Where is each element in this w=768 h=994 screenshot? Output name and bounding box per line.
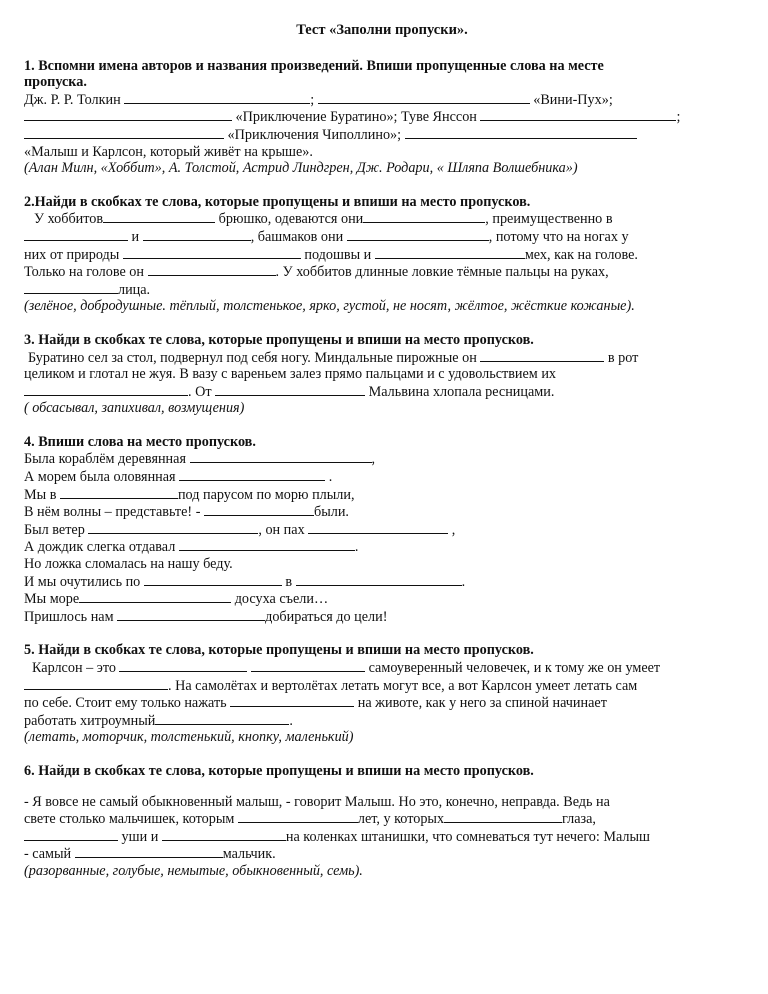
blank[interactable] [88, 521, 258, 534]
section-1-hint: (Алан Милн, «Хоббит», А. Толстой, Астрид Линдгрен, Дж. Родари, « Шляпа Волшебника») [24, 160, 578, 177]
blank[interactable] [143, 228, 251, 241]
blank[interactable] [162, 828, 286, 841]
section-2-line-4: Только на голове он . У хоббитов длинные ловкие тёмные пальцы на руках, [24, 264, 609, 281]
blank[interactable] [60, 486, 178, 499]
blank[interactable] [480, 108, 676, 121]
blank[interactable] [375, 246, 525, 259]
section-1-heading-cont: пропуска. [24, 74, 87, 91]
blank[interactable] [24, 281, 118, 294]
blank[interactable] [308, 521, 448, 534]
poem-line-10: Пришлось нам добираться до цели! [24, 608, 388, 625]
section-6-line-3: уши и на коленках штанишки, что сомневаться тут нечего: Малыш [24, 828, 740, 846]
blank[interactable] [24, 108, 232, 121]
section-3-line-2: целиком и глотал не жуя. В вазу с вареньем залез прямо пальцами и с удовольствием их [24, 366, 557, 383]
section-6-heading: 6. Найди в скобках те слова, которые пропущены и впиши на место пропусков. [24, 762, 534, 779]
section-5 [24, 642, 740, 746]
blank[interactable] [251, 659, 365, 672]
section-2-hint: (зелёное, добродушные. тёплый, толстенькое, ярко, густой, не носят, жёлтое, жёсткие кожаные). [24, 298, 635, 315]
poem-line-5: Был ветер , он пах , [24, 521, 456, 538]
section-5-line-4: работать хитроумный . [24, 712, 293, 729]
section-4-heading: 4. Впиши слова на место пропусков. [24, 433, 256, 450]
poem-line-6: А дождик слегка отдавал . [24, 539, 359, 556]
blank[interactable] [230, 694, 354, 707]
section-6-hint: (разорванные, голубые, немытые, обыкновенный, семь). [24, 862, 363, 879]
blank[interactable] [318, 91, 530, 104]
poem-line-2: А морем была оловянная . [24, 469, 333, 486]
worksheet-page [24, 22, 740, 897]
section-3-heading: 3. Найди в скобках те слова, которые пропущены и впиши на место пропусков. [24, 331, 534, 348]
section-2-line-3: них от природы подошвы и мех, как на голове. [24, 246, 638, 263]
section-2 [24, 194, 740, 315]
section-1-line-2: «Приключение Буратино»; Туве Янссон ; [24, 108, 740, 126]
section-5-line-3: по себе. Стоит ему только нажать на животе, как у него за спиной начинает [24, 695, 607, 712]
blank[interactable] [24, 228, 128, 241]
blank[interactable] [119, 659, 247, 672]
section-6-line-4: - самый мальчик. [24, 846, 276, 863]
poem-line-4: В нём волны – представьте! - были. [24, 504, 349, 521]
blank[interactable] [124, 91, 310, 104]
page-title: Тест «Заполни пропуски». [296, 22, 468, 38]
blank[interactable] [155, 712, 289, 725]
section-5-hint: (летать, моторчик, толстенький, кнопку, маленький) [24, 729, 354, 746]
blank[interactable] [444, 810, 562, 823]
blank[interactable] [103, 210, 215, 223]
blank[interactable] [480, 349, 604, 362]
blank[interactable] [24, 126, 224, 139]
poem-line-9: Мы море досуха съели… [24, 591, 329, 608]
poem-line-3: Мы в под парусом по морю плыли, [24, 486, 355, 503]
blank[interactable] [24, 677, 168, 690]
blank[interactable] [179, 468, 325, 481]
blank[interactable] [296, 573, 462, 586]
section-1 [24, 58, 740, 177]
section-1-line-3: «Приключения Чиполлино»; [24, 126, 740, 144]
blank[interactable] [24, 383, 188, 396]
blank[interactable] [24, 828, 118, 841]
section-2-line-2: и , башмаков они , потому что на ногах у [24, 228, 740, 246]
section-1-line-1: Дж. Р. Р. Толкин ; «Вини-Пух»; [24, 91, 613, 108]
section-3-hint: ( обсасывал, запихивал, возмущения) [24, 400, 245, 417]
section-6 [24, 763, 740, 880]
section-2-line-1: У хоббитов брюшко, одеваются они , преимущественно в [34, 211, 613, 228]
blank[interactable] [117, 608, 265, 621]
section-6-line-2: свете столько мальчишек, которым лет, у которых глаза, [24, 811, 596, 828]
poem-line-7: Но ложка сломалась на нашу беду. [24, 556, 233, 573]
section-2-line-5: лица. [24, 281, 740, 299]
section-3 [24, 332, 740, 417]
blank[interactable] [75, 845, 223, 858]
section-1-line-4: «Малыш и Карлсон, который живёт на крыше». [24, 143, 313, 160]
blank[interactable] [363, 210, 485, 223]
poem-line-8: И мы очутились по в . [24, 573, 466, 590]
section-5-heading: 5. Найди в скобках те слова, которые пропущены и впиши на место пропусков. [24, 642, 534, 659]
blank[interactable] [148, 263, 276, 276]
section-5-line-2: . На самолётах и вертолётах летать могут все, а вот Карлсон умеет летать сам [24, 677, 740, 695]
section-5-line-1: Карлсон – это самоуверенный человечек, и к тому же он умеет [32, 660, 661, 676]
section-1-heading: 1. Вспомни имена авторов и названия произведений. Впиши пропущенные слова на месте [24, 57, 604, 74]
blank[interactable] [190, 450, 372, 463]
section-6-line-1: - Я вовсе не самый обыкновенный малыш, - говорит Малыш. Но это, конечно, неправда. Ведь на [24, 793, 610, 810]
section-4 [24, 434, 740, 626]
poem-line-1: Была кораблём деревянная , [24, 451, 376, 468]
blank[interactable] [123, 246, 301, 259]
blank[interactable] [238, 810, 358, 823]
section-2-heading: 2.Найди в скобках те слова, которые пропущены и впиши на место пропусков. [24, 193, 531, 210]
blank[interactable] [347, 228, 489, 241]
blank[interactable] [79, 590, 231, 603]
blank[interactable] [215, 383, 365, 396]
blank[interactable] [405, 126, 637, 139]
blank[interactable] [144, 573, 282, 586]
section-3-line-1: Буратино сел за стол, подвернул под себя ногу. Миндальные пирожные он в рот [28, 349, 639, 366]
blank[interactable] [179, 538, 355, 551]
section-3-line-3: . От Мальвина хлопала ресницами. [24, 383, 740, 401]
blank[interactable] [204, 503, 314, 516]
